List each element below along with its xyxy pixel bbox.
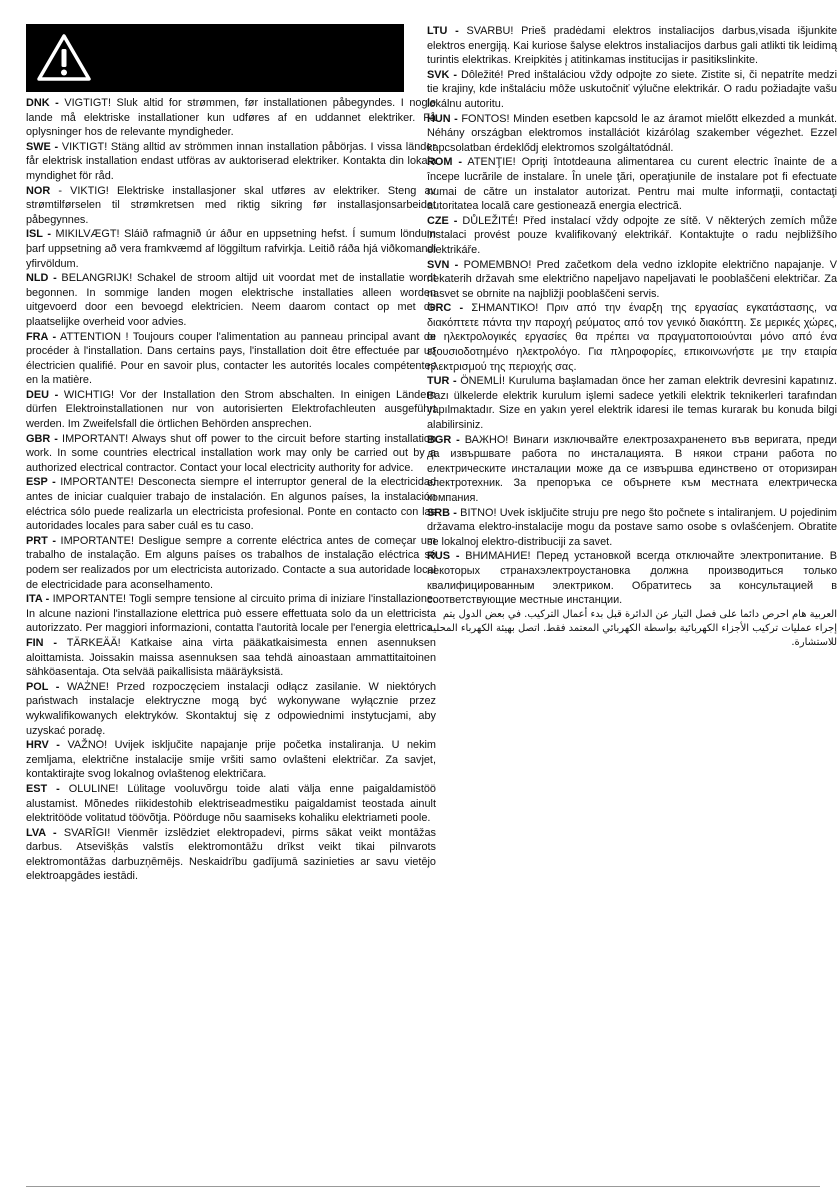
- warning-entry: [26, 140, 436, 184]
- warning-entry: [427, 112, 837, 156]
- language-code: BGR -: [427, 433, 460, 446]
- language-code: CZE -: [427, 214, 458, 227]
- warning-text: POMEMBNO! Pred začetkom dela vedno izklopite električno napajanje. V nekaterih državah sme električno napeljavo napeljavati le pooblaščeni električar. Za nasvet se obrnite na najbližji pooblaščeni servis.: [427, 258, 838, 300]
- warning-entry: [26, 738, 436, 782]
- right-column: [427, 24, 837, 650]
- language-code: DNK -: [26, 97, 59, 109]
- warning-text: ÖNEMLİ! Kuruluma başlamadan önce her zaman elektrik devresini kapatınız. Bazı ülkelerde elektrik kurulum işlemi sadece yetkili elektrik teknikerleri tarafından yapılmaktadır. Size en yakın yerel elektrik idaresi ile temas kurarak bu konuda bilgi alabilirsiniz.: [427, 375, 837, 432]
- warning-entry: [427, 155, 837, 213]
- warning-text: VIGTIGT! Sluk altid for strømmen, før installationen påbegyndes. I nogle lande må elektriske installationer kun udføres af en uddannet elektriker. Få oplysninger hos de relevante myndigheder.: [26, 97, 436, 139]
- warning-entry: [26, 782, 436, 826]
- warning-entry: [26, 227, 436, 271]
- language-code: HUN -: [427, 112, 458, 125]
- warning-entry: [427, 506, 837, 550]
- warning-entry: [26, 475, 436, 533]
- language-code: HRV -: [26, 739, 60, 752]
- language-code: LVA -: [26, 826, 57, 839]
- language-code: GRC -: [427, 302, 464, 315]
- language-code: GBR -: [26, 432, 58, 445]
- warning-entry: [427, 24, 837, 68]
- warning-entry: [26, 680, 436, 738]
- warning-triangle-icon: [32, 26, 96, 90]
- language-code: NOR: [26, 184, 51, 197]
- warning-text: ATTENTION ! Toujours couper l'alimentation au panneau principal avant de procéder à l'installation. Dans certains pays, l'installation doit être effectuée par un électricien qualifié. Pour en savoir plus, contacter les autorités locales compétentes en la matière.: [26, 330, 436, 387]
- warning-entry: [427, 374, 837, 432]
- language-code: ESP -: [26, 476, 56, 489]
- language-code: SRB -: [427, 506, 457, 519]
- language-code: NLD -: [26, 272, 57, 285]
- warning-entry: [26, 271, 436, 329]
- language-code: POL -: [26, 680, 60, 693]
- left-column: [26, 96, 436, 884]
- warning-text: - VIKTIG! Elektriske installasjoner skal utføres av elektriker. Steng av strømtilførselen til strømkretsen med riktig sikring før installasjonsarbeidet påbegynnes.: [26, 184, 436, 226]
- language-code: SVN -: [427, 258, 459, 271]
- warning-text: IMPORTANT! Always shut off power to the circuit before starting installation work. In some countries electrical installation work may only be carried out by a authorized electrical contractor. Contact your local electricity authority for advice.: [26, 432, 436, 474]
- warning-text: DŮLEŽITÉ! Před instalací vždy odpojte ze sítě. V některých zemích může instalaci provést pouze kvalifikovaný elektrikář. Kontaktujte o radu nejbližšího elektrikáře.: [427, 214, 838, 256]
- warning-text: VIKTIGT! Stäng alltid av strömmen innan installation påbörjas. I vissa länder får elektrisk installation endast utföras av auktoriserad elektriker. Kontakta din lokala myndighet för råd.: [26, 140, 436, 182]
- language-code: DEU -: [26, 388, 59, 401]
- warning-text: BITNO! Uvek isključite struju pre nego što počnete s intaliranjem. U pojedinim državama elektro-instalacije mogu da postave samo osobe s ovlašćenjem. Obratite se lokalnoj elektro-distribuciji za savet.: [427, 506, 837, 548]
- warning-text: FONTOS! Minden esetben kapcsold le az áramot mielőtt elkezded a munkát. Néhány országban elektromos installációt kizárólag szakember végezhet. Ezzel kapcsolatban érdeklődj elektromos szolgáltatódnál.: [427, 112, 837, 154]
- warning-entry: [26, 96, 436, 140]
- warning-text: MIKILVÆGT! Sláið rafmagnið úr áður en uppsetning hefst. Í sumum löndum þarf uppsetning að vera framkvæmd af löggiltum rafvirkja. Leitið ráða hjá viðkomandi yfirvöldum.: [26, 228, 436, 270]
- warning-text: IMPORTANTE! Desconecta siempre el interruptor general de la electricidad antes de iniciar cualquier trabajo de instalación. En algunos países, la instalación eléctrica sólo puede realizarla un electricista profesional. Ponte en contacto con las autoridades locales para saber cuál es tu caso.: [26, 476, 437, 533]
- language-code: TUR -: [427, 375, 457, 388]
- language-code: PRT -: [26, 534, 56, 547]
- warning-text: IMPORTANTE! Desligue sempre a corrente eléctrica antes de começar um trabalho de instalação. Em alguns países os trabalhos de instalação eléctrica só podem ser realizados por um electricista autorizado. Contacte a sua autoridade local de electricidade para aconselhamento.: [26, 534, 436, 591]
- warning-text: WICHTIG! Vor der Installation den Strom abschalten. In einigen Ländern dürfen Elektroinstallationen nur von autorisierten Elektrofachleuten ausgeführt werden. Im Zweifelsfall die örtlichen Behörden ansprechen.: [26, 388, 436, 431]
- warning-entry: [427, 214, 837, 258]
- warning-text: VAŽNO! Uvijek isključite napajanje prije početka instaliranja. U nekim zemljama, električne instalacije smije vršiti samo ovlašteni električar. Za savjet, kontaktirajte svog lokalnog ovlaštenog električara.: [26, 739, 437, 781]
- language-code: SWE -: [26, 140, 59, 153]
- language-code: FIN -: [26, 636, 58, 649]
- warning-text: BELANGRIJK! Schakel de stroom altijd uit voordat met de installatie wordt begonnen. In sommige landen mogen elektrische installaties alleen worden uitgevoerd door een bevoegd elektricien. Neem daarom contact op met de plaatselijke overheid voor advies.: [26, 272, 436, 328]
- language-code: FRA -: [26, 330, 57, 343]
- warning-entry: [26, 534, 436, 592]
- warning-entry: [427, 301, 837, 374]
- warning-text: ATENŢIE! Opriţi întotdeauna alimentarea cu curent electric înainte de a începe lucrările de instalare. În unele ţări, operaţiunile de instalare pot fi efectuate numai de către un instalator autorizat. Pentru mai multe informaţii, contactaţi autoritatea locală care gestionează energia electrică.: [427, 156, 837, 213]
- warning-entry: [26, 330, 436, 388]
- warning-text: TÄRKEÄÄ! Katkaise aina virta pääkatkaisimesta ennen asennuksen aloittamista. Joissakin maissa asennuksen saa tehdä ainoastaan ammattitaitoinen sähköasentaja. Ota selvää paikallisista määräyksistä.: [26, 636, 436, 679]
- page-bottom-rule: [26, 1186, 820, 1187]
- warning-text: WAŻNE! Przed rozpoczęciem instalacji odłącz zasilanie. W niektórych państwach instalacje elektryczne mogą być wykonywane wyłącznie przez wykwalifikowanych elektryków. Skontaktuj się z odpowiednimi instytucjami, aby uzyskać poradę.: [26, 680, 437, 737]
- language-code: LTU -: [427, 25, 459, 37]
- warning-text: ΣΗΜΑΝΤΙΚΟ! Πριν από την έναρξη της εργασίας εγκατάστασης, να διακόπτετε πάντα την παροχή ρεύματος από τον γενικό διακόπτη. Σε μερικές χώρες, οι ηλεκτρολογικές εργασίες θα πρέπει να πραγματοποιούνται μόνο από ένα εξουσιοδοτημένο ηλεκτρολόγο. Για πληροφορίες, επικοινωνήστε με την εταιρία ηλεκτρισμού της περιοχής σας.: [427, 302, 837, 373]
- language-code: ISL -: [26, 228, 51, 241]
- warning-text: ВНИМАНИЕ! Перед установкой всегда отключайте электропитание. В некоторых странахэлектроустановка должна производиться только квалифицированным электриком. Обратитесь за консультацией в соответствующие местные инстанции.: [427, 550, 837, 607]
- warning-entry: [26, 592, 436, 636]
- language-code: RUS -: [427, 550, 460, 563]
- warning-text: IMPORTANTE! Togli sempre tensione al circuito prima di iniziare l'installazione. In alcune nazioni l'installazione elettrica può essere effettuata solo da un elettricista autorizzato. Per maggiori informazioni, contatta l'autorità locale per l'energia elettrica.: [26, 593, 436, 635]
- warning-text: Dôležité! Pred inštaláciou vždy odpojte zo siete. Zistite si, či nepatríte medzi tie krajiny, kde inštaláciu môže uskutočniť výlučne elektrikár. O radu požiadajte vašu lokálnu autoritu.: [427, 68, 838, 110]
- warning-entry: [26, 826, 436, 884]
- warning-text: ВАЖНО! Винаги изключвайте електрозахраненето във веригата, преди да извършвате работа по инсталацията. В някои страни работа по електрическите инсталации може да се извършва единствено от оторизиран електротехник. За препоръка се обърнете към местната електрическа компания.: [427, 433, 837, 504]
- warning-text: OLULINE! Lülitage vooluvõrgu toide alati välja enne paigaldamistöö alustamist. Mõnedes riikidestohib elektriseadmestiku paigaldamist teostada ainult elektritööde volitatud töövõtja. Pöörduge nõu saamiseks kohaliku elektriameti poole.: [26, 782, 436, 825]
- warning-entry: [427, 549, 837, 607]
- language-code: SVK -: [427, 68, 457, 81]
- warning-entry: [427, 433, 837, 506]
- warning-entry: [26, 388, 436, 432]
- language-code: ITA -: [26, 593, 50, 606]
- warning-entry: [26, 184, 436, 228]
- warning-text: SVARBU! Prieš pradėdami elektros instaliacijos darbus,visada išjunkite elektros energiją. Kai kuriose šalyse elektros instaliacijos darbus gali atlikti tik leidimą turintis elektrikas. Kreipkitės į atitinkamas institucijas ir pasitikslinkite.: [427, 25, 837, 67]
- warning-entry: [26, 636, 436, 680]
- warning-entry: [26, 432, 436, 476]
- language-code: ROM -: [427, 156, 463, 169]
- warning-header-banner: [26, 24, 404, 92]
- language-code: EST -: [26, 782, 60, 795]
- warning-text: SVARĪGI! Vienmēr izslēdziet elektropadevi, pirms sākat veikt montāžas darbus. Atsevišķās valstīs elektromontāžu drīkst veikt tikai pilnvarots elektromontāžas darbuzņēmējs. Neskaidrību gadījumā sazinieties ar savu vietējo elektroapgādes iestādi.: [26, 826, 436, 883]
- warning-entry: [427, 258, 837, 302]
- arabic-paragraph: العربية هام احرص دائما على فصل التيار عن الدائرة قبل بدء أعمال التركيب. في بعض الدول يتم إجراء عمليات تركيب الأجزاء الكهربائية بواسطة الكهربائي المعتمد فقط. اتصل بهيئة الكهرباء المحلية للاستشارة.: [427, 608, 837, 648]
- warning-entry: [427, 68, 837, 112]
